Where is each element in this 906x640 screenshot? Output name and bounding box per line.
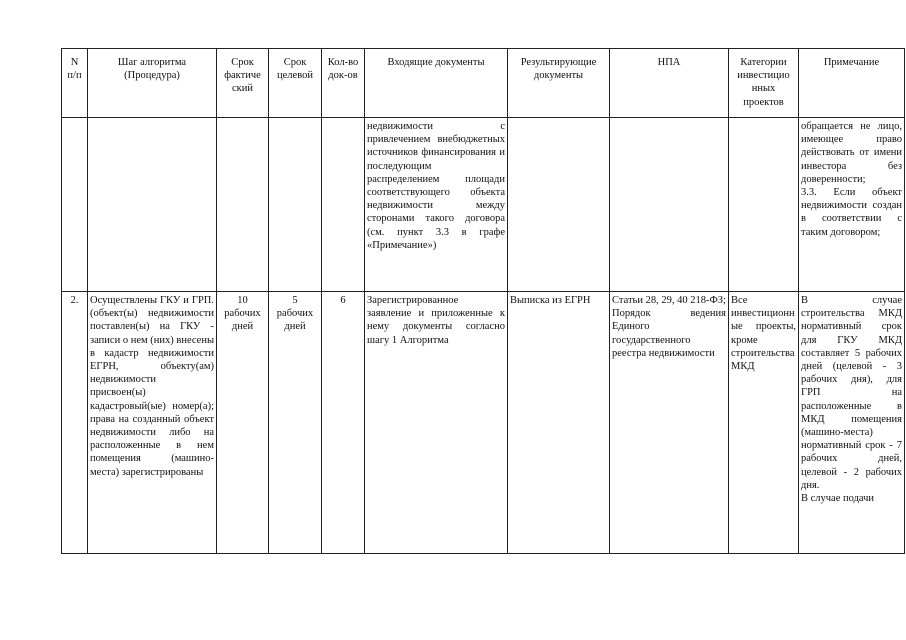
cell-step [88,118,217,292]
cell-num [62,118,88,292]
header-row [62,49,905,118]
cell-categories: Все инвестиционные проекты, кроме строительства МКД [729,292,799,554]
header-term-actual: Срок фактиче ский [217,49,269,118]
header-categories: Категории инвестицио нных проектов [729,49,799,118]
header-step: Шаг алгоритма (Процедура) [88,49,217,118]
cell-doc-count: 6 [322,292,365,554]
header-num: N п/п [62,49,88,118]
cell-doc-count [322,118,365,292]
cell-npa: Статьи 28, 29, 40 218-ФЗ; Порядок ведения Единого государственного реестра недвижимости [610,292,729,554]
cell-categories [729,118,799,292]
header-resulting-docs: Результирующие документы [508,49,610,118]
header-term-target: Срок целевой [269,49,322,118]
header-incoming-docs: Входящие документы [365,49,508,118]
cell-note: обращается не лицо, имеющее право действовать от имени инвестора без доверенности; 3.3. Если объект недвижимости создан в соответствии с таким договором; [799,118,905,292]
cell-incoming-docs: Зарегистрированное заявление и приложенные к нему документы согласно шагу 1 Алгоритма [365,292,508,554]
algorithm-table [61,48,905,554]
header-npa: НПА [610,49,729,118]
header-doc-count: Кол-во док-ов [322,49,365,118]
cell-resulting-docs: Выписка из ЕГРН [508,292,610,554]
cell-incoming-docs: недвижимости с привлечением внебюджетных источников финансирования и последующим распределением площади соответствующего объекта недвижимости между сторонами такого договора (см. пункт 3.3 в графе «Примечание») [365,118,508,292]
cell-npa [610,118,729,292]
header-note: Примечание [799,49,905,118]
cell-term-target [269,118,322,292]
cell-step: Осуществлены ГКУ и ГРП. (объект(ы) недвижимости поставлен(ы) на ГКУ - записи о нем (них) внесены в кадастр недвижимости ЕГРН, объекту(ам) недвижимости присвоен(ы) кадастровый(ые) номер(а); права на созданный объект недвижимости либо на расположенные в нем помещения (машино-места) зарегистрированы [88,292,217,554]
cell-term-actual [217,118,269,292]
cell-term-actual: 10 рабочих дней [217,292,269,554]
table-row [62,118,905,292]
cell-num: 2. [62,292,88,554]
cell-note: В случае строительства МКД нормативный срок для ГКУ МКД составляет 5 рабочих дней (целевой - 3 рабочих дня), для ГРП на расположенные в МКД помещения (машино-места) нормативный срок - 7 рабочих дней, целевой - 2 рабочих дня. В случае подачи [799,292,905,554]
cell-term-target: 5 рабочих дней [269,292,322,554]
cell-resulting-docs [508,118,610,292]
table-row [62,292,905,554]
